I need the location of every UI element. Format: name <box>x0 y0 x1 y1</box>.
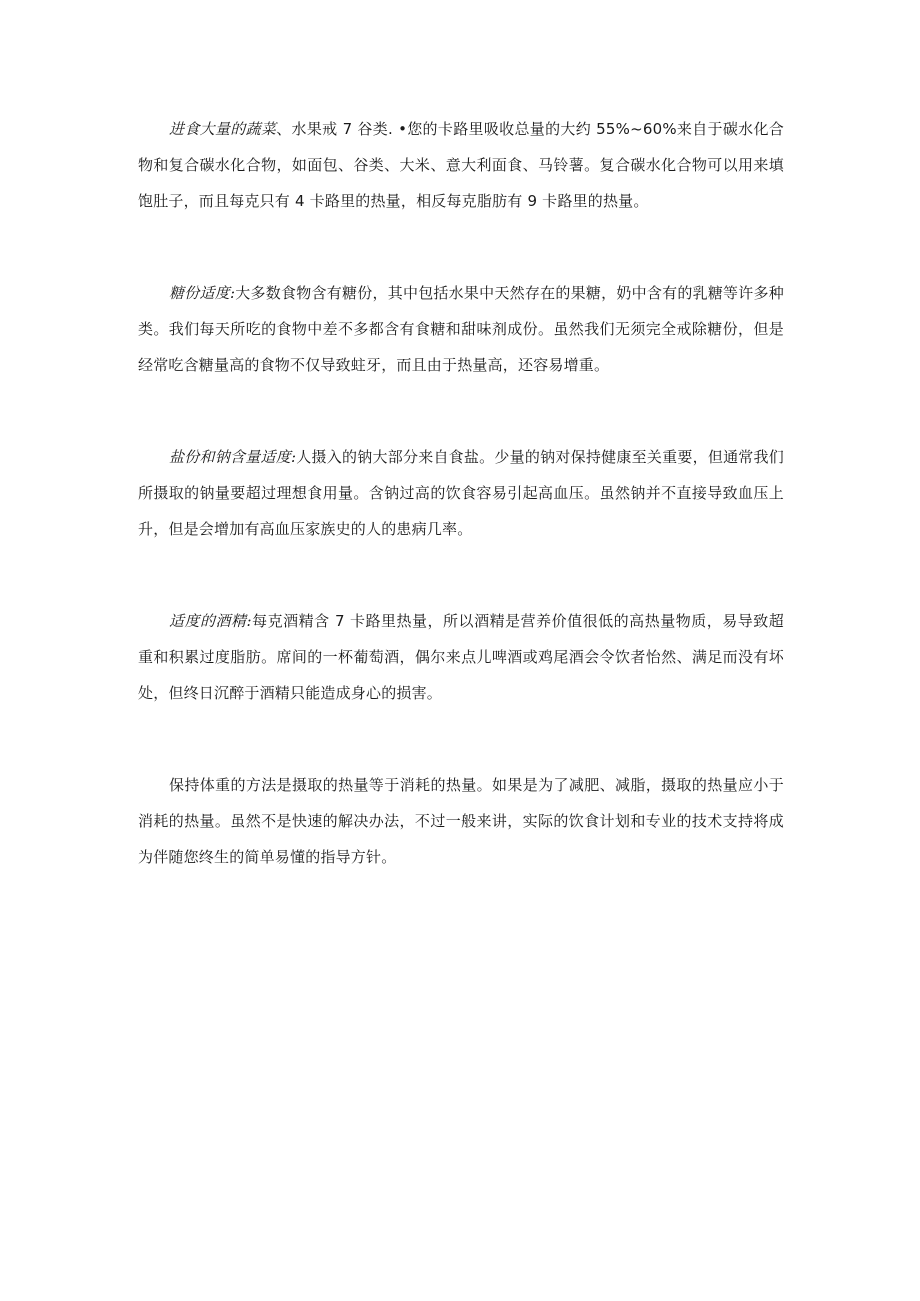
paragraph-lead: 进食大量的蔬菜 <box>169 120 277 138</box>
paragraph-lead: 盐份和钠含量适度: <box>169 448 297 466</box>
paragraph-text: 每克酒精含 7 卡路里热量，所以酒精是营养价值很低的高热量物质，易导致超重和积累过度脂肪。席间的一杯葡萄酒，偶尔来点儿啤酒或鸡尾酒会令饮者怡然、满足而没有坏处，但终日沉醉于酒精只能造成身心的损害。 <box>138 612 784 702</box>
paragraph-text: 大多数食物含有糖份，其中包括水果中天然存在的果糖，奶中含有的乳糖等许多种类。我们每天所吃的食物中差不多都含有食糖和甜味剂成份。虽然我们无须完全戒除糖份，但是经常吃含糖量高的食物不仅导致蛀牙，而且由于热量高，还容易增重。 <box>138 284 784 374</box>
paragraph-salt <box>138 439 784 547</box>
paragraph-vegetables <box>138 111 784 219</box>
paragraph-lead: 糖份适度: <box>169 284 236 302</box>
paragraph-text: 保持体重的方法是摄取的热量等于消耗的热量。如果是为了减肥、减脂，摄取的热量应小于消耗的热量。虽然不是快速的解决办法，不过一般来讲，实际的饮食计划和专业的技术支持将成为伴随您终生的简单易懂的指导方针。 <box>138 776 784 866</box>
paragraph-text: 人摄入的钠大部分来自食盐。少量的钠对保持健康至关重要，但通常我们所摄取的钠量要超过理想食用量。含钠过高的饮食容易引起高血压。虽然钠并不直接导致血压上升，但是会增加有高血压家族史的人的患病几率。 <box>138 448 784 538</box>
paragraph-weight <box>138 767 784 875</box>
paragraph-lead: 适度的酒精: <box>169 612 252 630</box>
paragraph-text: 、水果戒 7 谷类. •您的卡路里吸收总量的大约 55%~60%来自于碳水化合物和复合碳水化合物，如面包、谷类、大米、意大利面食、马铃薯。复合碳水化合物可以用来填饱肚子，而且每克只有 4 卡路里的热量，相反每克脂肪有 9 卡路里的热量。 <box>138 120 784 210</box>
document-body <box>138 111 784 931</box>
paragraph-alcohol <box>138 603 784 711</box>
paragraph-sugar <box>138 275 784 383</box>
